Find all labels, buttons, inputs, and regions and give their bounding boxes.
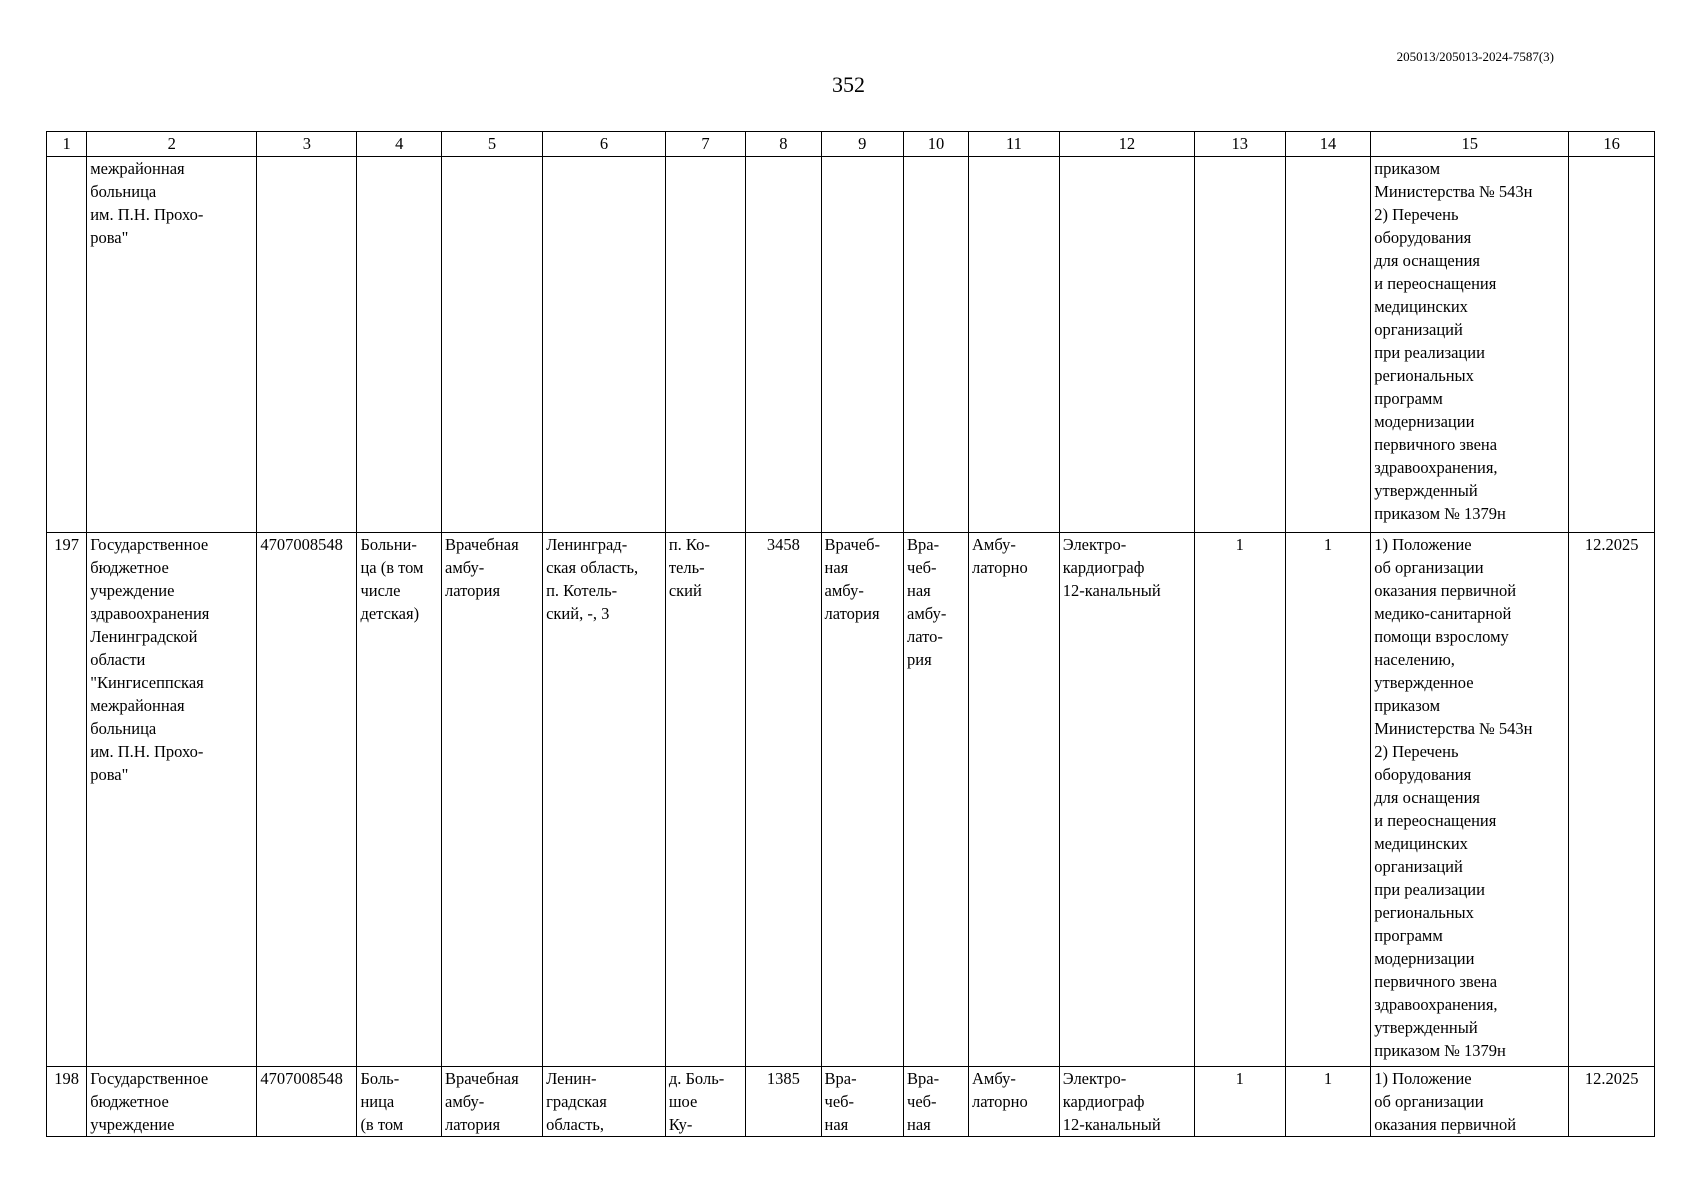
column-header: 11 <box>969 132 1060 157</box>
cell-address: Ленин- градская область, <box>543 1067 666 1137</box>
cell-subunit: Вра- чеб- ная <box>904 1067 969 1137</box>
cell-quantity-planned: 1 <box>1285 1067 1371 1137</box>
cell-care-conditions: Амбу- латорно <box>969 533 1060 1067</box>
cell-quantity-planned <box>1285 157 1371 533</box>
cell-quantity: 1 <box>1194 533 1285 1067</box>
cell-number: 198 <box>47 1067 87 1137</box>
cell-care-conditions <box>969 157 1060 533</box>
cell-address <box>543 157 666 533</box>
column-number-header-row <box>47 132 1655 157</box>
cell-equipment <box>1059 157 1194 533</box>
cell-subunit <box>904 157 969 533</box>
cell-unit-type: Врачебная амбу- латория <box>442 1067 543 1137</box>
cell-unit: Вра- чеб- ная <box>821 1067 904 1137</box>
column-header: 12 <box>1059 132 1194 157</box>
cell-unit <box>821 157 904 533</box>
cell-organization: Государственное бюджетное учреждение <box>87 1067 257 1137</box>
cell-care-conditions: Амбу- латорно <box>969 1067 1060 1137</box>
cell-address: Ленинград- ская область, п. Котель- ский, -, 3 <box>543 533 666 1067</box>
cell-quantity-planned: 1 <box>1285 533 1371 1067</box>
cell-number <box>47 157 87 533</box>
column-header: 6 <box>543 132 666 157</box>
cell-settlement: д. Боль- шое Ку- <box>665 1067 745 1137</box>
column-header: 3 <box>257 132 357 157</box>
cell-facility-type: Больни- ца (в том числе детская) <box>357 533 442 1067</box>
page-number: 352 <box>832 72 865 97</box>
column-header: 13 <box>1194 132 1285 157</box>
cell-date <box>1569 157 1655 533</box>
column-header: 16 <box>1569 132 1655 157</box>
cell-unit-type: Врачебная амбу- латория <box>442 533 543 1067</box>
column-header: 1 <box>47 132 87 157</box>
cell-facility-type <box>357 157 442 533</box>
column-header: 14 <box>1285 132 1371 157</box>
cell-organization: межрайонная больница им. П.Н. Прохо- рова" <box>87 157 257 533</box>
cell-inn: 4707008548 <box>257 533 357 1067</box>
cell-inn: 4707008548 <box>257 1067 357 1137</box>
cell-date: 12.2025 <box>1569 1067 1655 1137</box>
cell-settlement <box>665 157 745 533</box>
data-table <box>46 131 1655 1137</box>
cell-population <box>746 157 821 533</box>
column-header: 9 <box>821 132 904 157</box>
cell-facility-type: Боль- ница (в том <box>357 1067 442 1137</box>
cell-quantity: 1 <box>1194 1067 1285 1137</box>
cell-population: 3458 <box>746 533 821 1067</box>
cell-quantity <box>1194 157 1285 533</box>
column-header: 10 <box>904 132 969 157</box>
cell-legal-basis: приказом Министерства № 543н 2) Перечень оборудования для оснащения и переоснащения медицинских организаций при реализации региональных программ модернизации первичного звена здравоохранения, утвержденный приказом № 1379н <box>1371 157 1569 533</box>
cell-legal-basis: 1) Положение об организации оказания первичной <box>1371 1067 1569 1137</box>
column-header: 2 <box>87 132 257 157</box>
document-id: 205013/205013-2024-7587(3) <box>1396 49 1554 64</box>
cell-inn <box>257 157 357 533</box>
cell-equipment: Электро- кардиограф 12-канальный <box>1059 1067 1194 1137</box>
cell-settlement: п. Ко- тель- ский <box>665 533 745 1067</box>
cell-number: 197 <box>47 533 87 1067</box>
table-row <box>47 533 1655 1067</box>
cell-subunit: Вра- чеб- ная амбу- лато- рия <box>904 533 969 1067</box>
cell-unit: Врачеб- ная амбу- латория <box>821 533 904 1067</box>
cell-population: 1385 <box>746 1067 821 1137</box>
column-header: 15 <box>1371 132 1569 157</box>
column-header: 8 <box>746 132 821 157</box>
cell-unit-type <box>442 157 543 533</box>
cell-equipment: Электро- кардиограф 12-канальный <box>1059 533 1194 1067</box>
table-row <box>47 1067 1655 1137</box>
cell-legal-basis: 1) Положение об организации оказания первичной медико-санитарной помощи взрослому населению, утвержденное приказом Министерства № 543н 2) Перечень оборудования для оснащения и переоснащения медицинских организаций при реализации региональных программ модернизации первичного звена здравоохранения, утвержденный приказом № 1379н <box>1371 533 1569 1067</box>
cell-date: 12.2025 <box>1569 533 1655 1067</box>
column-header: 4 <box>357 132 442 157</box>
table-row-continuation <box>47 157 1655 533</box>
cell-organization: Государственное бюджетное учреждение здравоохранения Ленинградской области "Кингисеппская межрайонная больница им. П.Н. Прохо- рова" <box>87 533 257 1067</box>
column-header: 5 <box>442 132 543 157</box>
column-header: 7 <box>665 132 745 157</box>
